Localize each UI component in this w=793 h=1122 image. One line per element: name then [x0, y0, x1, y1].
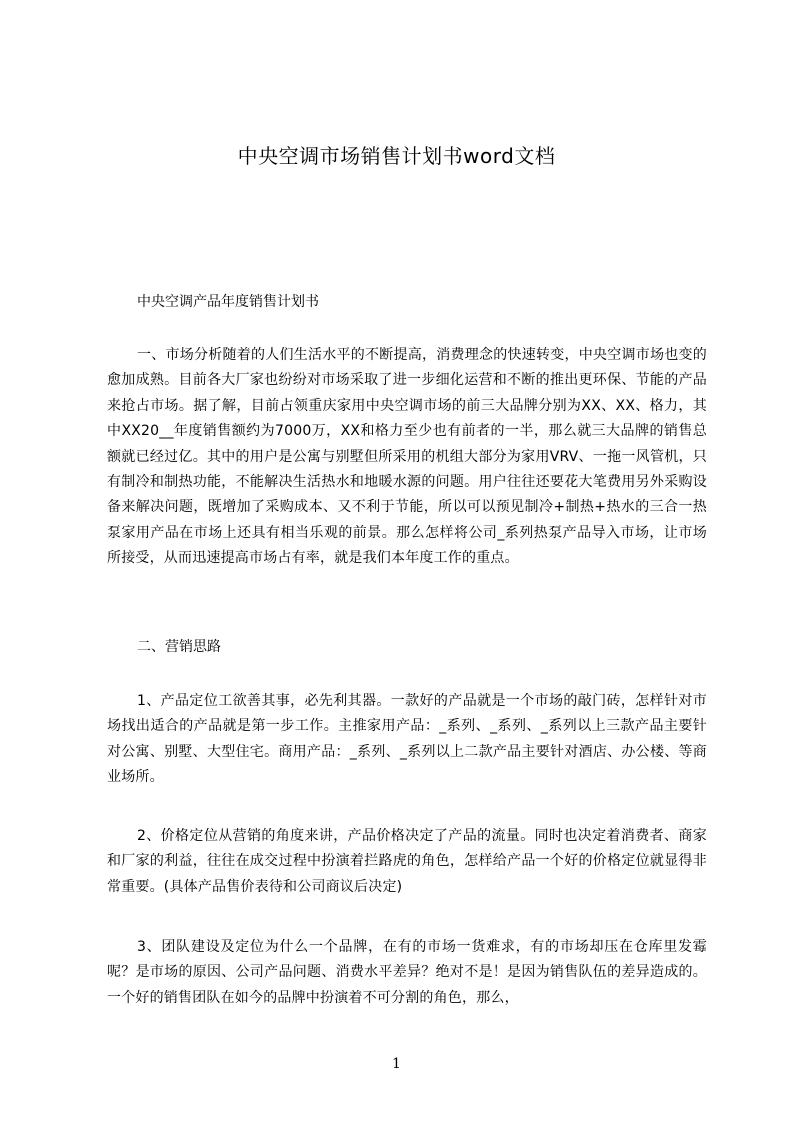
- marketing-strategy-heading: 二、营销思路: [137, 639, 221, 655]
- team-building-paragraph: 3、团队建设及定位为什么一个品牌，在有的市场一货难求，有的市场却压在仓库里发霉呢？是市场的原因、公司产品问题、消费水平差异？绝对不是！是因为销售队伍的差异造成的。一个好的销售团队在如今的品牌中扮演着不可分割的角色，那么，: [107, 939, 707, 1006]
- plan-subtitle: 中央空调产品年度销售计划书: [137, 294, 319, 310]
- product-positioning-paragraph: 1、产品定位工欲善其事，必先利其器。一款好的产品就是一个市场的敲门砖，怎样针对市场找出适合的产品就是第一步工作。主推家用产品：_系列、_系列、_系列以上三款产品主要针对公寓、别墅、大型住宅。商用产品：_系列、_系列以上二款产品主要针对酒店、办公楼、等商业场所。: [107, 693, 707, 786]
- page-number: 1: [392, 1056, 401, 1072]
- market-analysis-paragraph: 一、市场分析随着的人们生活水平的不断提高，消费理念的快速转变，中央空调市场也变的愈加成熟。目前各大厂家也纷纷对市场采取了进一步细化运营和不断的推出更环保、节能的产品来抢占市场。据了解，目前占领重庆家用中央空调市场的前三大品牌分别为XX、XX、格力，其中XX20__年度销售额约为7000万，XX和格力至少也有前者的一半，那么就三大品牌的销售总额就已经过亿。其中的用户是公寓与别墅但所采用的机组大部分为家用VRV、一拖一风管机，只有制冷和制热功能，不能解决生活热水和地暖水源的问题。用户往往还要花大笔费用另外采购设备来解决问题，既增加了采购成本、又不利于节能，所以可以预见制冷+制热+热水的三合一热泵家用产品在市场上还具有相当乐观的前景。那么怎样将公司_系列热泵产品导入市场，让市场所接受，从而迅速提高市场占有率，就是我们本年度工作的重点。: [107, 347, 707, 567]
- document-title: 中央空调市场销售计划书word文档: [237, 144, 556, 168]
- price-positioning-paragraph: 2、价格定位从营销的角度来讲，产品价格决定了产品的流量。同时也决定着消费者、商家和厂家的利益，往往在成交过程中扮演着拦路虎的角色，怎样给产品一个好的价格定位就显得非常重要。(具体产品售价表待和公司商议后决定): [107, 828, 707, 895]
